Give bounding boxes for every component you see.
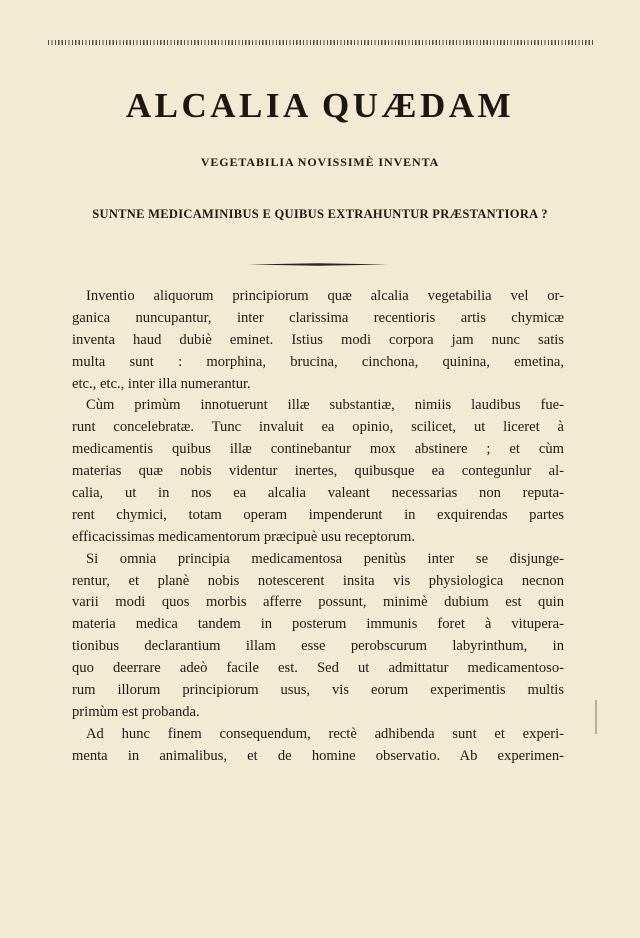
body-text: [72, 286, 564, 768]
page-question-heading: SUNTNE MEDICAMINIBUS E QUIBUS EXTRAHUNTUR PRÆSTANTIORA ?: [92, 207, 548, 221]
text-line: Ad hunc finem consequendum, rectè adhibenda sunt et experi-: [86, 725, 564, 742]
text-line: materia medica tandem in posterum immunis foret à vitupera-: [72, 616, 564, 633]
text-line: efficacissimas medicamentorum præcipuè usu receptorum.: [72, 528, 415, 545]
text-line: tionibus declarantium illam esse perobscurum labyrinthum, in: [72, 638, 564, 655]
text-line: materias quæ nobis videntur inertes, quibusque ea contegunlur al-: [72, 463, 564, 480]
text-line: runt concelebratæ. Tunc invaluit ea opinio, scilicet, ut liceret à: [72, 419, 564, 436]
text-line: quo deerrare adeò facile est. Sed ut admittatur medicamentoso-: [72, 660, 564, 677]
text-line: etc., etc., inter illa numerantur.: [72, 375, 251, 392]
text-line: rent chymici, totam operam impenderunt in exquirendas partes: [72, 506, 564, 523]
text-line: multa sunt : morphina, brucina, cinchona, quinina, emetina,: [72, 353, 564, 370]
text-line: Si omnia principia medicamentosa penitùs inter se disjunge-: [86, 550, 564, 567]
text-line: ganica nuncupantur, inter clarissima recentioris artis chymicæ: [72, 309, 564, 326]
text-line: medicamentis quibus illæ continebantur mox abstinere ; et cùm: [72, 441, 564, 458]
text-line: calia, ut in nos ea alcalia valeant necessarias non reputa-: [72, 485, 564, 502]
top-ornament-border: [48, 38, 594, 47]
text-line: inventa haud dubiè eminet. Istius modi corpora jam nunc satis: [72, 331, 564, 348]
text-line: rum illorum principiorum usus, vis eorum experimentis multis: [72, 682, 564, 699]
text-line: menta in animalibus, et de homine observatio. Ab experimen-: [72, 747, 564, 764]
text-line: Cùm primùm innotuerunt illæ substantiæ, nimiis laudibus fue-: [86, 397, 564, 414]
page-subtitle: VEGETABILIA NOVISSIMÈ INVENTA: [200, 155, 440, 169]
margin-mark: [595, 700, 597, 734]
text-line: rentur, et planè nobis notescerent insita vis physiologica necnon: [72, 572, 564, 589]
text-line: Inventio aliquorum principiorum quæ alcalia vegetabilia vel or-: [86, 288, 564, 304]
page-title: ALCALIA QUÆDAM: [125, 86, 515, 125]
text-line: primùm est probanda.: [72, 703, 200, 720]
section-divider: [248, 262, 388, 267]
text-line: varii modi quos morbis afferre possunt, minimè dubium est quin: [72, 594, 564, 611]
